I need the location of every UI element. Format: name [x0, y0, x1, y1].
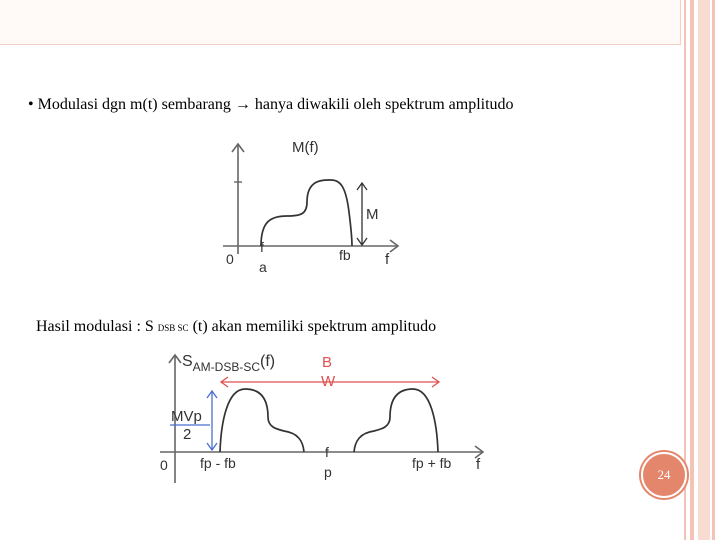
- fp-minus-fb-label: fp - fb: [200, 455, 236, 471]
- spectrum1-origin: 0: [226, 251, 234, 267]
- result-suffix: (t) akan memiliki spektrum amplitudo: [192, 318, 437, 335]
- bullet-symbol: •: [28, 96, 34, 113]
- bandwidth-label-bottom: W: [321, 373, 336, 390]
- result-prefix: Hasil modulasi : S: [36, 318, 154, 335]
- spectrum1-fb-label: fb: [339, 247, 351, 263]
- mvp-label-bottom: 2: [183, 426, 192, 443]
- slide-side-decoration: [680, 0, 720, 540]
- fp-label-bottom: p: [324, 464, 332, 480]
- fp-plus-fb-label: fp + fb: [412, 455, 452, 471]
- lower-sideband-curve: [220, 389, 304, 452]
- slide-header-band: [0, 0, 681, 45]
- spectrum1-fa-bottom: a: [259, 259, 267, 275]
- bandwidth-label-top: B: [322, 354, 333, 371]
- baseband-spectrum-curve: [261, 180, 352, 246]
- bullet-line: [28, 96, 514, 114]
- dsb-sc-spectrum-diagram: [150, 345, 490, 485]
- spectrum2-ylabel-main: S: [182, 353, 193, 370]
- spectrum2-ylabel-sub: AM-DSB-SC: [192, 360, 261, 374]
- bullet-text: Modulasi dgn m(t) sembarang → hanya diwakili oleh spektrum amplitudo: [37, 96, 514, 113]
- result-line: [36, 318, 436, 336]
- upper-sideband-curve: [354, 389, 438, 452]
- spectrum2-origin: 0: [160, 457, 168, 473]
- spectrum2-f-axis-label: f: [476, 456, 481, 473]
- fp-label-top: f: [325, 444, 329, 460]
- spectrum2-ylabel: [182, 353, 275, 374]
- spectrum1-amplitude-label: M: [366, 206, 379, 223]
- page-number-badge: 24: [641, 452, 687, 498]
- result-subscript: DSB SC: [157, 323, 189, 333]
- baseband-spectrum-diagram: [215, 132, 415, 277]
- spectrum2-ylabel-tail: (f): [260, 353, 276, 370]
- spectrum1-ylabel: M(f): [292, 139, 319, 156]
- mvp-label-top: MVp: [171, 408, 202, 425]
- spectrum1-f-axis-label: f: [385, 251, 390, 268]
- spectrum1-fa-top: f: [260, 239, 264, 255]
